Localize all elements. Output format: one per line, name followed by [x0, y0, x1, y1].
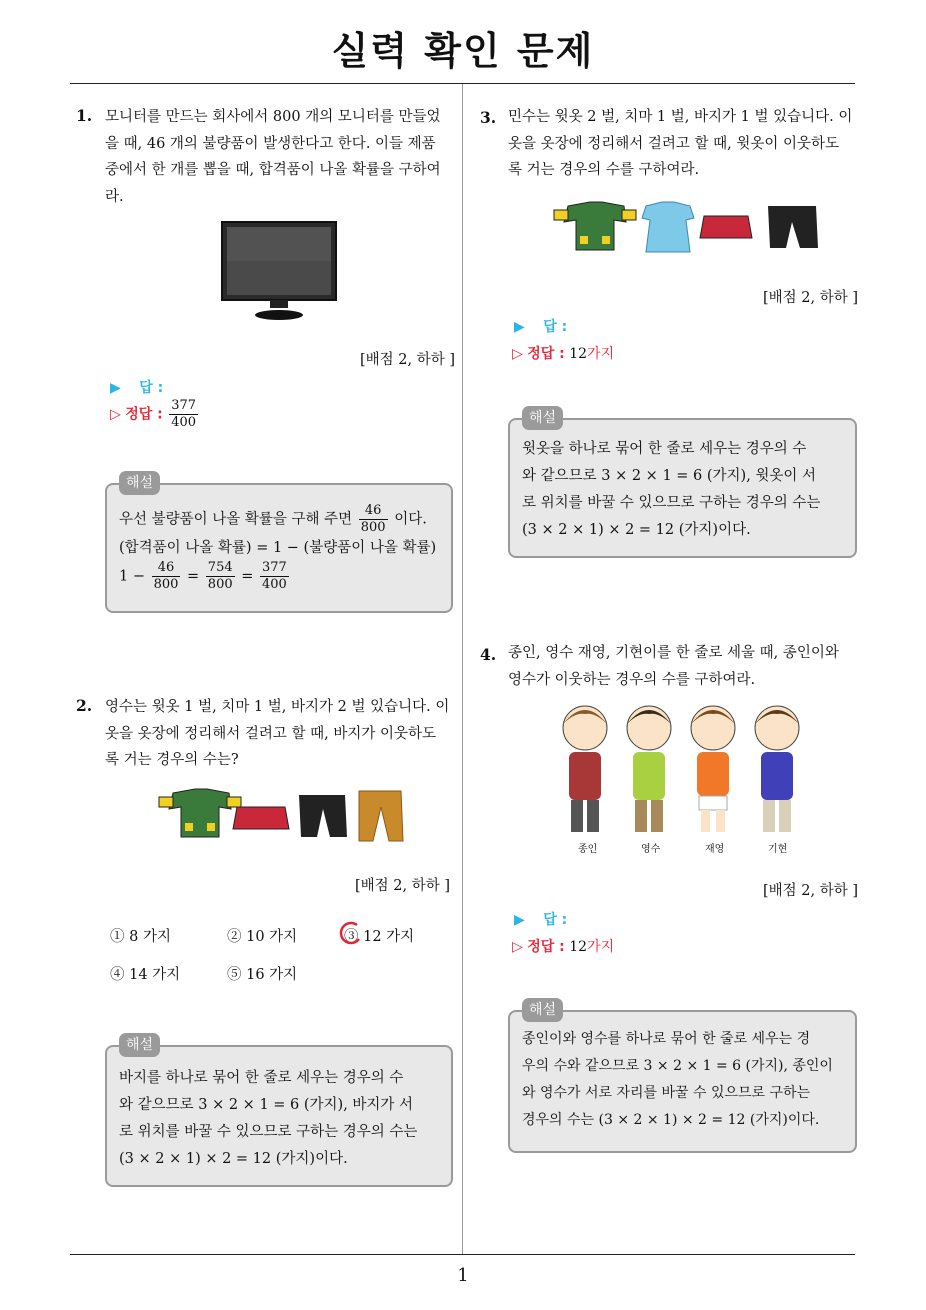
q4-number: 4. [480, 645, 497, 664]
frac-den: 800 [207, 577, 233, 592]
q2-choice-5[interactable]: ⑤ 16 가지 [227, 967, 298, 983]
frac-num: 46 [359, 503, 388, 520]
q1-explain-fraction [359, 503, 388, 536]
q3-explain-line: 로 위치를 바꿀 수 있으므로 구하는 경우의 수는 [522, 495, 821, 511]
q3-line: 옷을 옷장에 정리해서 걸려고 할 때, 윗옷이 이웃하도 [508, 135, 840, 152]
q4-explain-line: 와 영수가 서로 자리를 바꿀 수 있으므로 구하는 [522, 1085, 811, 1101]
q2-explain-line: 로 위치를 바꿀 수 있으므로 구하는 경우의 수는 [119, 1124, 418, 1140]
q3-clothes-image [550, 198, 825, 258]
q1-explain-line2: (합격품이 나올 확률) = 1 − (불량품이 나올 확률) [119, 540, 437, 556]
q4-explain-line: 종인이와 영수를 하나로 묶어 한 줄로 세우는 경 [522, 1031, 811, 1047]
q1-correct-numerator: 377 [171, 398, 197, 413]
q1-correct-row [110, 398, 200, 431]
q3-correct-unit: 가지 [587, 346, 615, 362]
monitor-image [220, 220, 340, 322]
kid-label-4: 기현 [768, 844, 788, 855]
q4-explanation-box [508, 1002, 857, 1153]
q3-answer-label: 답 : [543, 319, 568, 335]
q1-answer-row [110, 377, 163, 397]
q4-answer-row [514, 909, 567, 929]
q4-correct-unit: 가지 [587, 939, 615, 955]
q2-choice-4[interactable]: ④ 14 가지 [110, 967, 181, 983]
q2-explanation-box [105, 1037, 453, 1187]
q4-line: 종인, 영수 재영, 기현이를 한 줄로 세울 때, 종인이와 [508, 645, 839, 661]
page-title: 실력 확인 문제 [331, 29, 595, 73]
q4-explain-line: 우의 수와 같으므로 3 × 2 × 1 = 6 (가지), 종인이 [522, 1058, 833, 1074]
kid-3 [691, 706, 735, 832]
frac-num: 754 [207, 560, 233, 575]
q3-explain-line: (3 × 2 × 1) × 2 = 12 (가지)이다. [522, 522, 751, 538]
q2-clothes-image [155, 785, 405, 845]
q3-number: 3. [480, 108, 497, 127]
q4-correct-row [512, 936, 614, 956]
q2-number: 2. [76, 696, 93, 715]
q2-choice-3[interactable]: ③ 12 가지 [344, 929, 415, 945]
equals-sign: = [241, 568, 254, 585]
frac-den: 800 [360, 520, 386, 535]
frac-num: 46 [152, 560, 181, 577]
outline-play-icon: ▷ [512, 939, 523, 955]
q1-correct-fraction [169, 398, 198, 431]
kid-4 [755, 706, 799, 832]
q2-line: 록 거는 경우의 수는? [105, 752, 239, 768]
q2-line: 영수는 윗옷 1 벌, 치마 1 벌, 바지가 2 벌 있습니다. 이 [105, 699, 450, 715]
q1-explain-fraction [152, 560, 181, 593]
q1-text [105, 104, 455, 210]
q2-answer-circle-icon [337, 921, 363, 947]
q4-explanation-tag: 해설 [522, 998, 563, 1022]
q1-explanation-box [105, 475, 453, 613]
bottom-rule [70, 1254, 855, 1255]
q3-explanation-tag: 해설 [522, 406, 563, 430]
q1-explain-fraction [206, 560, 235, 593]
play-icon: ▶ [110, 380, 121, 396]
outline-play-icon: ▷ [110, 406, 121, 423]
q3-correct-row [512, 343, 614, 363]
q4-correct-value: 12 [569, 939, 588, 955]
q3-correct-value: 12 [569, 346, 588, 362]
kid-1 [563, 706, 607, 832]
outline-play-icon: ▷ [512, 346, 523, 362]
q2-explanation-tag: 해설 [119, 1033, 160, 1057]
q1-correct-denominator: 400 [171, 415, 197, 430]
q1-answer-label: 답 : [139, 380, 164, 396]
q3-explain-line: 윗옷을 하나로 묶어 한 줄로 세우는 경우의 수 [522, 441, 807, 457]
kid-label-3: 재영 [705, 844, 725, 855]
q3-answer-row [514, 316, 567, 336]
q1-line: 을 때, 46 개의 불량품이 발생한다고 한다. 이들 제품 [105, 135, 436, 152]
q4-line: 영수가 이웃하는 경우의 수를 구하여라. [508, 671, 756, 688]
play-icon: ▶ [514, 319, 525, 335]
q4-correct-label: 정답 : [527, 939, 565, 955]
frac-den: 800 [153, 577, 179, 592]
q2-text [105, 694, 455, 774]
q3-line: 민수는 윗옷 2 벌, 치마 1 벌, 바지가 1 벌 있습니다. 이 [508, 109, 853, 125]
q2-explain-line: (3 × 2 × 1) × 2 = 12 (가지)이다. [119, 1151, 348, 1167]
q3-explanation-box [508, 410, 857, 558]
q1-explain-text: 1 − [119, 568, 145, 585]
q4-kids-image [555, 700, 810, 840]
kid-2 [627, 706, 671, 832]
q1-explain-line3 [119, 560, 449, 593]
q2-explain-line: 바지를 하나로 묶어 한 줄로 세우는 경우의 수 [119, 1070, 404, 1086]
q1-explain-fraction [260, 560, 289, 593]
q2-choice-2[interactable]: ② 10 가지 [227, 929, 298, 945]
equals-sign: = [187, 568, 200, 585]
q1-explain-text: 이다. [394, 511, 427, 528]
q1-line: 모니터를 만드는 회사에서 800 개의 모니터를 만들었 [105, 109, 441, 125]
q2-line: 옷을 옷장에 정리해서 걸려고 할 때, 바지가 이웃하도 [105, 725, 437, 742]
q1-explain-text: 우선 불량품이 나올 확률을 구해 주면 [119, 511, 353, 528]
q1-explanation-tag: 해설 [119, 471, 160, 495]
play-icon: ▶ [514, 912, 525, 928]
q4-text [508, 640, 858, 693]
kid-label-2: 영수 [641, 844, 661, 855]
q4-answer-label: 답 : [543, 912, 568, 928]
q1-score: [배점 2, 하하 ] [359, 352, 455, 368]
kid-label-1: 종인 [578, 844, 598, 855]
q1-line: 중에서 한 개를 뽑을 때, 합격품이 나올 확률을 구하여 [105, 162, 441, 178]
q3-correct-label: 정답 : [527, 346, 565, 362]
q3-score: [배점 2, 하하 ] [762, 290, 858, 306]
q2-score: [배점 2, 하하 ] [354, 878, 450, 894]
q1-line: 라. [105, 188, 124, 205]
q2-explain-line: 와 같으므로 3 × 2 × 1 = 6 (가지), 바지가 서 [119, 1097, 414, 1113]
q1-number: 1. [76, 106, 93, 125]
q4-explain-line: 경우의 수는 (3 × 2 × 1) × 2 = 12 (가지)이다. [522, 1112, 820, 1128]
frac-den: 400 [262, 577, 287, 592]
q4-score: [배점 2, 하하 ] [762, 883, 858, 899]
page-number: 1 [457, 1265, 469, 1286]
q1-explain-line1 [119, 503, 449, 536]
q3-line: 록 거는 경우의 수를 구하여라. [508, 162, 700, 178]
column-divider [462, 84, 463, 1254]
q3-text [508, 104, 858, 184]
q2-choice-1[interactable]: ① 8 가지 [110, 929, 171, 945]
frac-num: 377 [262, 560, 287, 575]
q1-correct-label: 정답 : [125, 406, 163, 423]
q3-explain-line: 와 같으므로 3 × 2 × 1 = 6 (가지), 윗옷이 서 [522, 468, 817, 484]
